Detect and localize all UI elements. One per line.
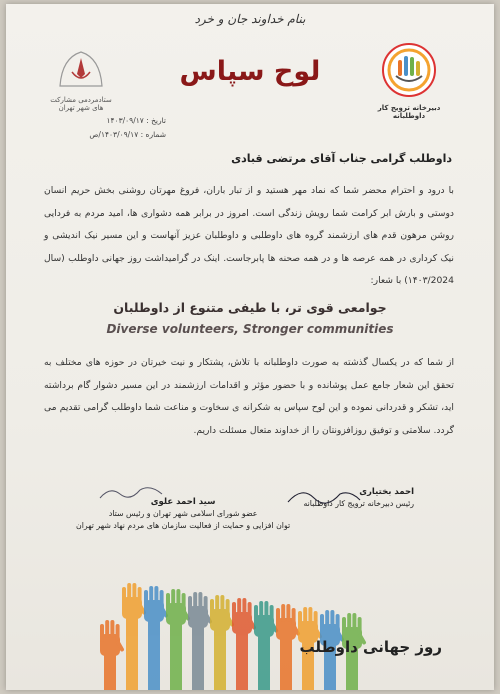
certificate-page	[6, 4, 494, 690]
document-meta	[46, 114, 166, 142]
volunteer-hands-logo-icon	[381, 42, 437, 98]
tehran-emblem-icon	[56, 48, 106, 92]
volunteer-office-name: دبیرخانه ترویج کار داوطلبانه	[377, 104, 441, 120]
number-line: شماره : ۱۴۰۳/۰۹/۱۷/ص	[89, 130, 166, 139]
raised-hand-icon	[144, 586, 169, 690]
raised-hand-icon	[276, 604, 301, 690]
tehran-hq-logo	[46, 48, 116, 112]
raised-hand-icon	[100, 620, 125, 690]
date-line: تاریخ : ۱۴۰۳/۰۹/۱۷	[106, 116, 166, 125]
raised-hand-icon	[232, 598, 257, 690]
signer-right-role: رئیس دبیرخانه ترویج کار داوطلبانه	[303, 499, 414, 508]
volunteer-office-logo	[364, 42, 454, 120]
raised-hands-illustration-icon	[96, 552, 376, 690]
signer-left-name: سید احمد علوی	[150, 497, 216, 507]
raised-hand-icon	[254, 601, 279, 690]
tehran-hq-name: ستادمردمی مشارکت های شهر تهران	[50, 96, 112, 112]
slogan-english: Diverse volunteers, Stronger communities	[106, 322, 394, 336]
signer-left-role-2: توان افزایی و حمایت از فعالیت سازمان های مردم نهاد شهر تهران	[76, 521, 291, 530]
raised-hand-icon	[188, 592, 213, 690]
paragraph-1: با درود و احترام محضر شما که نماد مهر هستید و از تبار باران، فروغ مهرتان روشنی بخش حریم انسان دوستی و بارش ابر کرامت شما رویش زندگی است. امروز در برابر همه دشواری ها، امید مردم به فردایی روشن مرهون قدم های ارزشمند گروه های داوطلبی و داوطلبان عزیز آنهاست و این مسیر نیک اندیشی و نیک کرداری در همه عرصه ها و در همه صحنه ها پابرجاست. اینک در گرامیداشت روز جهانی داوطلب (سال ۱۴۰۳/2024) با شعار:	[44, 185, 454, 286]
basmala: بنام خداوند جان و خرد	[194, 12, 306, 26]
footer-label: روز جهانی داوطلب	[299, 638, 442, 656]
signature-scribble-icon	[284, 484, 364, 508]
paragraph-2: از شما که در یکسال گذشته به صورت داوطلبانه با تلاش، پشتکار و نیت خیرتان در حوزه های مختلف به تحقق این شعار جامع عمل پوشانده و با حضور مؤثر و اقدامات ارزشمند در این مسیر دشوار گام برداشته اید، تشکر و قدردانی نموده و این لوح سپاس به شکرانه ی سخاوت و مناعت شما داوطلب گرامی تقدیم می گردد. سلامتی و توفیق روزافزونتان را از خداوند متعال مسئلت داریم.	[44, 357, 454, 436]
signature-block-left	[76, 496, 290, 532]
raised-hand-icon	[166, 589, 191, 690]
addressee: داوطلب گرامی جناب آقای مرتضی قبادی	[231, 152, 452, 165]
raised-hand-icon	[210, 595, 235, 690]
page-title: لوح سپاس	[179, 56, 321, 87]
signature-block-right	[303, 486, 414, 510]
slogan-persian: جوامعی قوی تر، با طیفی متنوع از داوطلبان	[113, 300, 387, 315]
raised-hand-icon	[122, 583, 147, 690]
signer-right-name: احمد بختیاری	[359, 487, 414, 497]
signer-left-role-1: عضو شورای اسلامی شهر تهران و رئیس ستاد	[108, 509, 258, 518]
signature-scribble-icon	[96, 482, 166, 504]
